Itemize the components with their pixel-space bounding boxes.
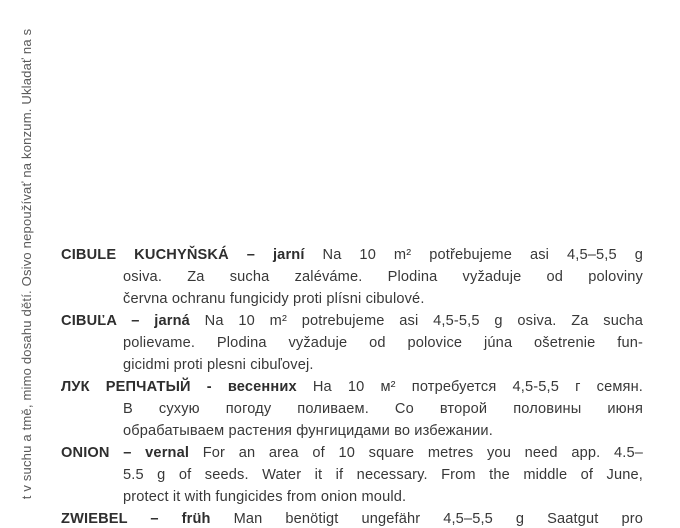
variety-term: CIBULE KUCHYŇSKÁ – jarní xyxy=(61,247,305,263)
body-text: 5.5 g of seeds. Water it if necessary. From the middle of June, xyxy=(123,467,643,483)
text-line xyxy=(61,442,643,464)
text-line xyxy=(61,244,643,266)
text-line xyxy=(61,354,643,376)
text-line xyxy=(61,266,643,288)
body-text: osiva. Za sucha zaléváme. Plodina vyžaduje od poloviny xyxy=(123,269,643,285)
instructions-text-block xyxy=(61,244,643,528)
storage-note-vertical: t v suchu a tmě, mimo dosahu dětí. Osivo nepoužívať na konzum. Ukladať na s xyxy=(19,28,34,500)
text-line xyxy=(61,332,643,354)
text-line xyxy=(61,486,643,508)
body-text: Na 10 m² potrebujeme asi 4,5-5,5 g osiva. Za sucha xyxy=(189,313,643,329)
body-text: For an area of 10 square metres you need app. 4.5– xyxy=(189,445,643,461)
text-line xyxy=(61,376,643,398)
variety-term: ZWIEBEL – früh xyxy=(61,511,211,527)
body-text: června ochranu fungicidy proti plísni cibulové. xyxy=(123,291,425,307)
body-text: В сухую погоду поливаем. Со второй половины июня xyxy=(123,401,643,417)
body-text: На 10 м² потребуется 4,5-5,5 г семян. xyxy=(296,379,643,395)
text-line xyxy=(61,464,643,486)
variety-term: ONION – vernal xyxy=(61,445,190,461)
text-line xyxy=(61,508,643,528)
variety-term: CIBUĽA – jarná xyxy=(61,313,190,329)
body-text: Man benötigt ungefähr 4,5–5,5 g Saatgut pro xyxy=(210,511,643,527)
text-line xyxy=(61,310,643,332)
body-text: gicidmi proti plesni cibuľovej. xyxy=(123,357,314,373)
body-text: Na 10 m² potřebujeme asi 4,5–5,5 g xyxy=(304,247,643,263)
body-text: polievame. Plodina vyžaduje od polovice júna ošetrenie fun- xyxy=(123,335,643,351)
body-text: обрабатываем растения фунгицидами во избежании. xyxy=(123,423,493,439)
variety-term: ЛУК РЕПЧАТЫЙ - весенних xyxy=(61,379,297,395)
text-line xyxy=(61,398,643,420)
body-text: protect it with fungicides from onion mould. xyxy=(123,489,407,505)
text-line xyxy=(61,288,643,310)
text-line xyxy=(61,420,643,442)
